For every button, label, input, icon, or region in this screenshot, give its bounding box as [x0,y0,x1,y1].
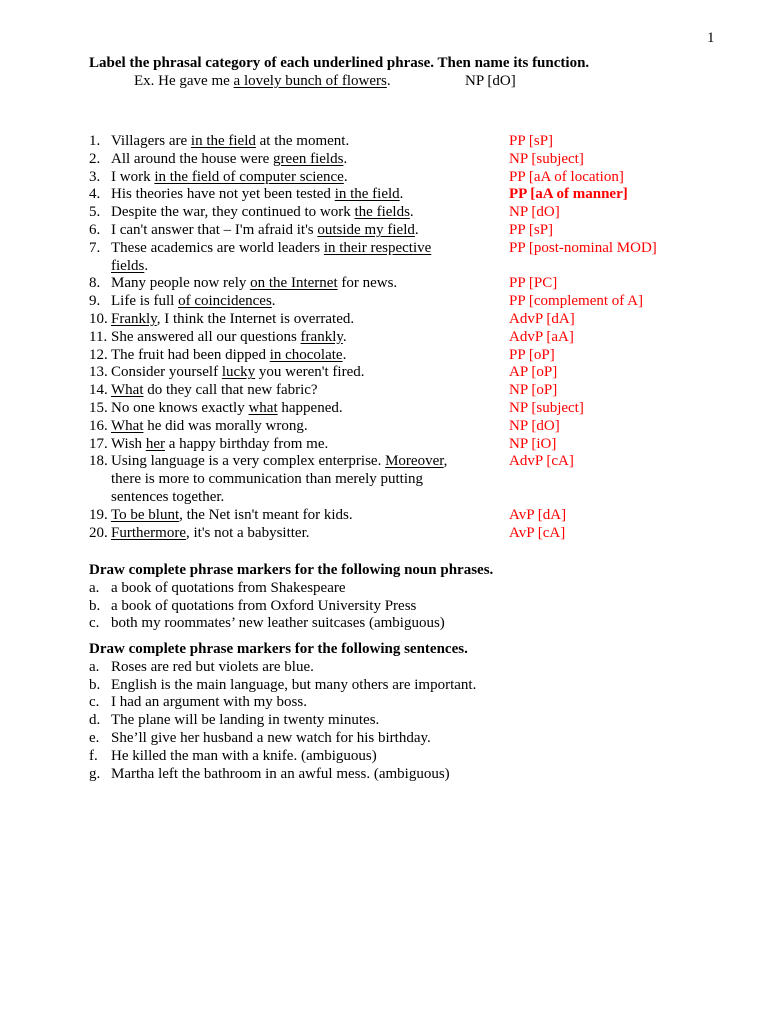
item-answer: PP [post-nominal MOD] [509,239,657,256]
list-item [89,730,709,748]
item-underlined-phrase: Moreover [385,453,444,470]
item-text-after: a happy birthday from me. [164,435,329,452]
item-answer: AP [oP] [509,364,558,381]
instruction-heading: Label the phrasal category of each underlined phrase. Then name its function. [89,55,590,71]
item-text-after: happened. [277,399,343,416]
item-sentence [111,400,466,418]
item-number: 5. [89,204,101,221]
item-text: both my roommates’ new leather suitcases (ambiguous) [111,615,445,632]
item-sentence [111,151,466,169]
exercise-row [89,169,709,187]
item-text-after: do they call that new fabric? [143,382,318,399]
exercise-row [89,382,709,400]
list-item [89,694,709,712]
item-underlined-phrase: the fields [354,204,410,221]
item-underlined-phrase: of coincidences [178,293,272,310]
item-text: a book of quotations from Shakespeare [111,579,346,596]
exercise-row [89,222,709,240]
item-text-after: . [271,293,276,310]
item-underlined-phrase: in the field of computer science [154,168,344,185]
item-text-before: These academics are world leaders [111,239,324,256]
exercise-row [89,311,709,329]
item-number: 19. [89,506,108,523]
item-sentence [111,293,466,311]
item-letter: c. [89,615,100,632]
item-answer: PP [oP] [509,346,555,363]
item-number: 13. [89,364,108,381]
list-item [89,598,709,616]
exercise-row [89,347,709,365]
item-sentence [111,329,466,347]
item-sentence [111,222,466,240]
item-letter: a. [89,658,100,675]
list-item [89,748,709,766]
page-number: 1 [707,30,715,46]
item-sentence [111,347,466,365]
list-item [89,766,709,784]
item-answer: AdvP [cA] [509,453,574,470]
item-text-before: She answered all our questions [111,328,301,345]
exercise-row [89,329,709,347]
item-underlined-phrase: frankly [300,328,343,345]
item-text-before: Wish [111,435,146,452]
example-underlined: a lovely bunch of flowers [233,73,387,89]
item-number: 1. [89,133,101,149]
item-sentence [111,311,466,329]
exercise-row [89,293,709,311]
list-item [89,712,709,730]
item-answer: PP [PC] [509,275,558,292]
exercise-row [89,418,709,436]
item-letter: g. [89,765,101,782]
item-text-after: he did was morally wrong. [143,417,308,434]
item-underlined-phrase: What [111,382,144,399]
item-number: 17. [89,435,108,452]
item-underlined-phrase: in the field [190,133,256,149]
item-number: 8. [89,275,101,292]
item-underlined-phrase: To be blunt [111,506,180,523]
item-text-before: The fruit had been dipped [111,346,270,363]
item-text-after: . [342,328,347,345]
item-letter: a. [89,579,100,596]
item-underlined-phrase: in chocolate [269,346,343,363]
example-suffix: . [386,73,391,89]
item-sentence [111,507,466,525]
item-number: 6. [89,221,101,238]
noun-phrases-section [89,562,709,633]
item-number: 15. [89,399,108,416]
item-text-before: Consider yourself [111,364,222,381]
item-sentence [111,133,466,151]
item-underlined-phrase: Furthermore [111,524,186,541]
example-line [134,73,694,90]
item-text: Roses are red but violets are blue. [111,658,314,675]
exercise-row [89,186,709,204]
item-text: Martha left the bathroom in an awful mess. (ambiguous) [111,765,450,782]
item-text-after: you weren't fired. [255,364,365,381]
item-number: 4. [89,186,101,203]
item-underlined-phrase: What [111,417,144,434]
example-prefix: Ex. He gave me [134,73,234,89]
item-letter: c. [89,694,100,711]
item-answer: PP [complement of A] [509,293,644,310]
item-text-after: . [343,150,348,167]
item-sentence [111,186,466,204]
item-underlined-phrase: in the field [334,186,400,203]
item-answer: NP [subject] [509,399,584,416]
item-text-before: All around the house were [111,150,274,167]
item-underlined-phrase: what [248,399,278,416]
item-letter: b. [89,676,101,693]
item-answer: NP [dO] [509,417,560,434]
item-text-before: Many people now rely [111,275,251,292]
item-underlined-phrase: outside my field [317,221,415,238]
item-sentence [111,169,466,187]
item-number: 2. [89,150,101,167]
item-text: The plane will be landing in twenty minutes. [111,712,380,729]
item-text-after: . [414,221,419,238]
item-letter: f. [89,747,98,764]
item-text: He killed the man with a knife. (ambiguous) [111,747,377,764]
sentences-section [89,641,709,783]
item-letter: e. [89,729,100,746]
item-text-before: I work [111,168,155,185]
item-sentence [111,364,466,382]
item-number: 10. [89,310,108,327]
item-text: She’ll give her husband a new watch for his birthday. [111,729,431,746]
item-answer: AdvP [dA] [509,310,575,327]
item-letter: d. [89,712,101,729]
item-text-after: . [409,204,414,221]
example-answer: NP [dO] [465,73,516,89]
exercise-row [89,436,709,454]
exercise-row [89,204,709,222]
item-answer: PP [sP] [509,221,554,238]
exercise-row [89,151,709,169]
item-answer: PP [sP] [509,133,554,149]
item-answer: AvP [dA] [509,506,567,523]
item-number: 14. [89,382,108,399]
item-answer: PP [aA of location] [509,168,624,185]
item-number: 18. [89,453,108,470]
item-underlined-phrase: on the Internet [250,275,338,292]
item-answer: NP [iO] [509,435,557,452]
item-sentence [111,240,466,276]
item-text-after: . [399,186,404,203]
item-text: a book of quotations from Oxford University Press [111,597,417,614]
item-number: 11. [89,328,108,345]
item-answer: NP [subject] [509,150,584,167]
item-text: I had an argument with my boss. [111,694,307,711]
item-text: English is the main language, but many others are important. [111,676,477,693]
item-number: 9. [89,293,101,310]
item-sentence [111,275,466,293]
item-letter: b. [89,597,101,614]
item-answer: AvP [cA] [509,524,566,541]
exercise-row [89,453,709,506]
exercise-row [89,240,709,276]
noun-phrases-heading: Draw complete phrase markers for the following noun phrases. [89,562,494,578]
item-text-after: . [343,168,348,185]
item-number: 20. [89,524,108,541]
item-text-after: for news. [337,275,398,292]
item-sentence [111,204,466,222]
item-underlined-phrase: Frankly [111,310,157,327]
item-answer: NP [dO] [509,204,560,221]
exercise-row [89,275,709,293]
item-text-after: , there is more to communication than merely putting sentences together. [111,453,448,505]
sentences-heading: Draw complete phrase markers for the following sentences. [89,641,468,657]
list-item [89,580,709,598]
item-sentence [111,453,466,506]
item-number: 3. [89,168,101,185]
item-text-before: Villagers are [111,133,191,149]
item-underlined-phrase: lucky [221,364,256,381]
item-text-before: Life is full [111,293,179,310]
item-underlined-phrase: her [145,435,165,452]
item-text-before: Using language is a very complex enterprise. [111,453,386,470]
item-answer: AdvP [aA] [509,328,574,345]
item-text-before: No one knows exactly [111,399,249,416]
list-item [89,677,709,695]
item-text-after: at the moment. [255,133,350,149]
item-text-after: , I think the Internet is overrated. [156,310,355,327]
item-number: 12. [89,346,108,363]
item-text-before: I can't answer that – I'm afraid it's [111,221,318,238]
item-text-after: . [342,346,347,363]
exercise-row [89,364,709,382]
item-text-after: , it's not a babysitter. [185,524,310,541]
list-item [89,659,709,677]
exercise-row [89,400,709,418]
item-sentence [111,382,466,400]
item-sentence [111,436,466,454]
exercise-list [89,133,709,542]
item-answer: NP [oP] [509,382,558,399]
item-text-before: His theories have not yet been tested [111,186,335,203]
item-sentence [111,418,466,436]
item-sentence [111,525,466,543]
item-text-before: Despite the war, they continued to work [111,204,355,221]
item-underlined-phrase: in their respective fields [111,239,432,274]
list-item [89,615,709,633]
exercise-row [89,525,709,543]
item-underlined-phrase: green fields [273,150,344,167]
exercise-row [89,133,709,151]
item-text-after: , the Net isn't meant for kids. [179,506,353,523]
item-number: 16. [89,417,108,434]
exercise-row [89,507,709,525]
item-number: 7. [89,239,101,256]
item-answer: PP [aA of manner] [509,186,628,203]
item-text-after: . [144,257,149,274]
